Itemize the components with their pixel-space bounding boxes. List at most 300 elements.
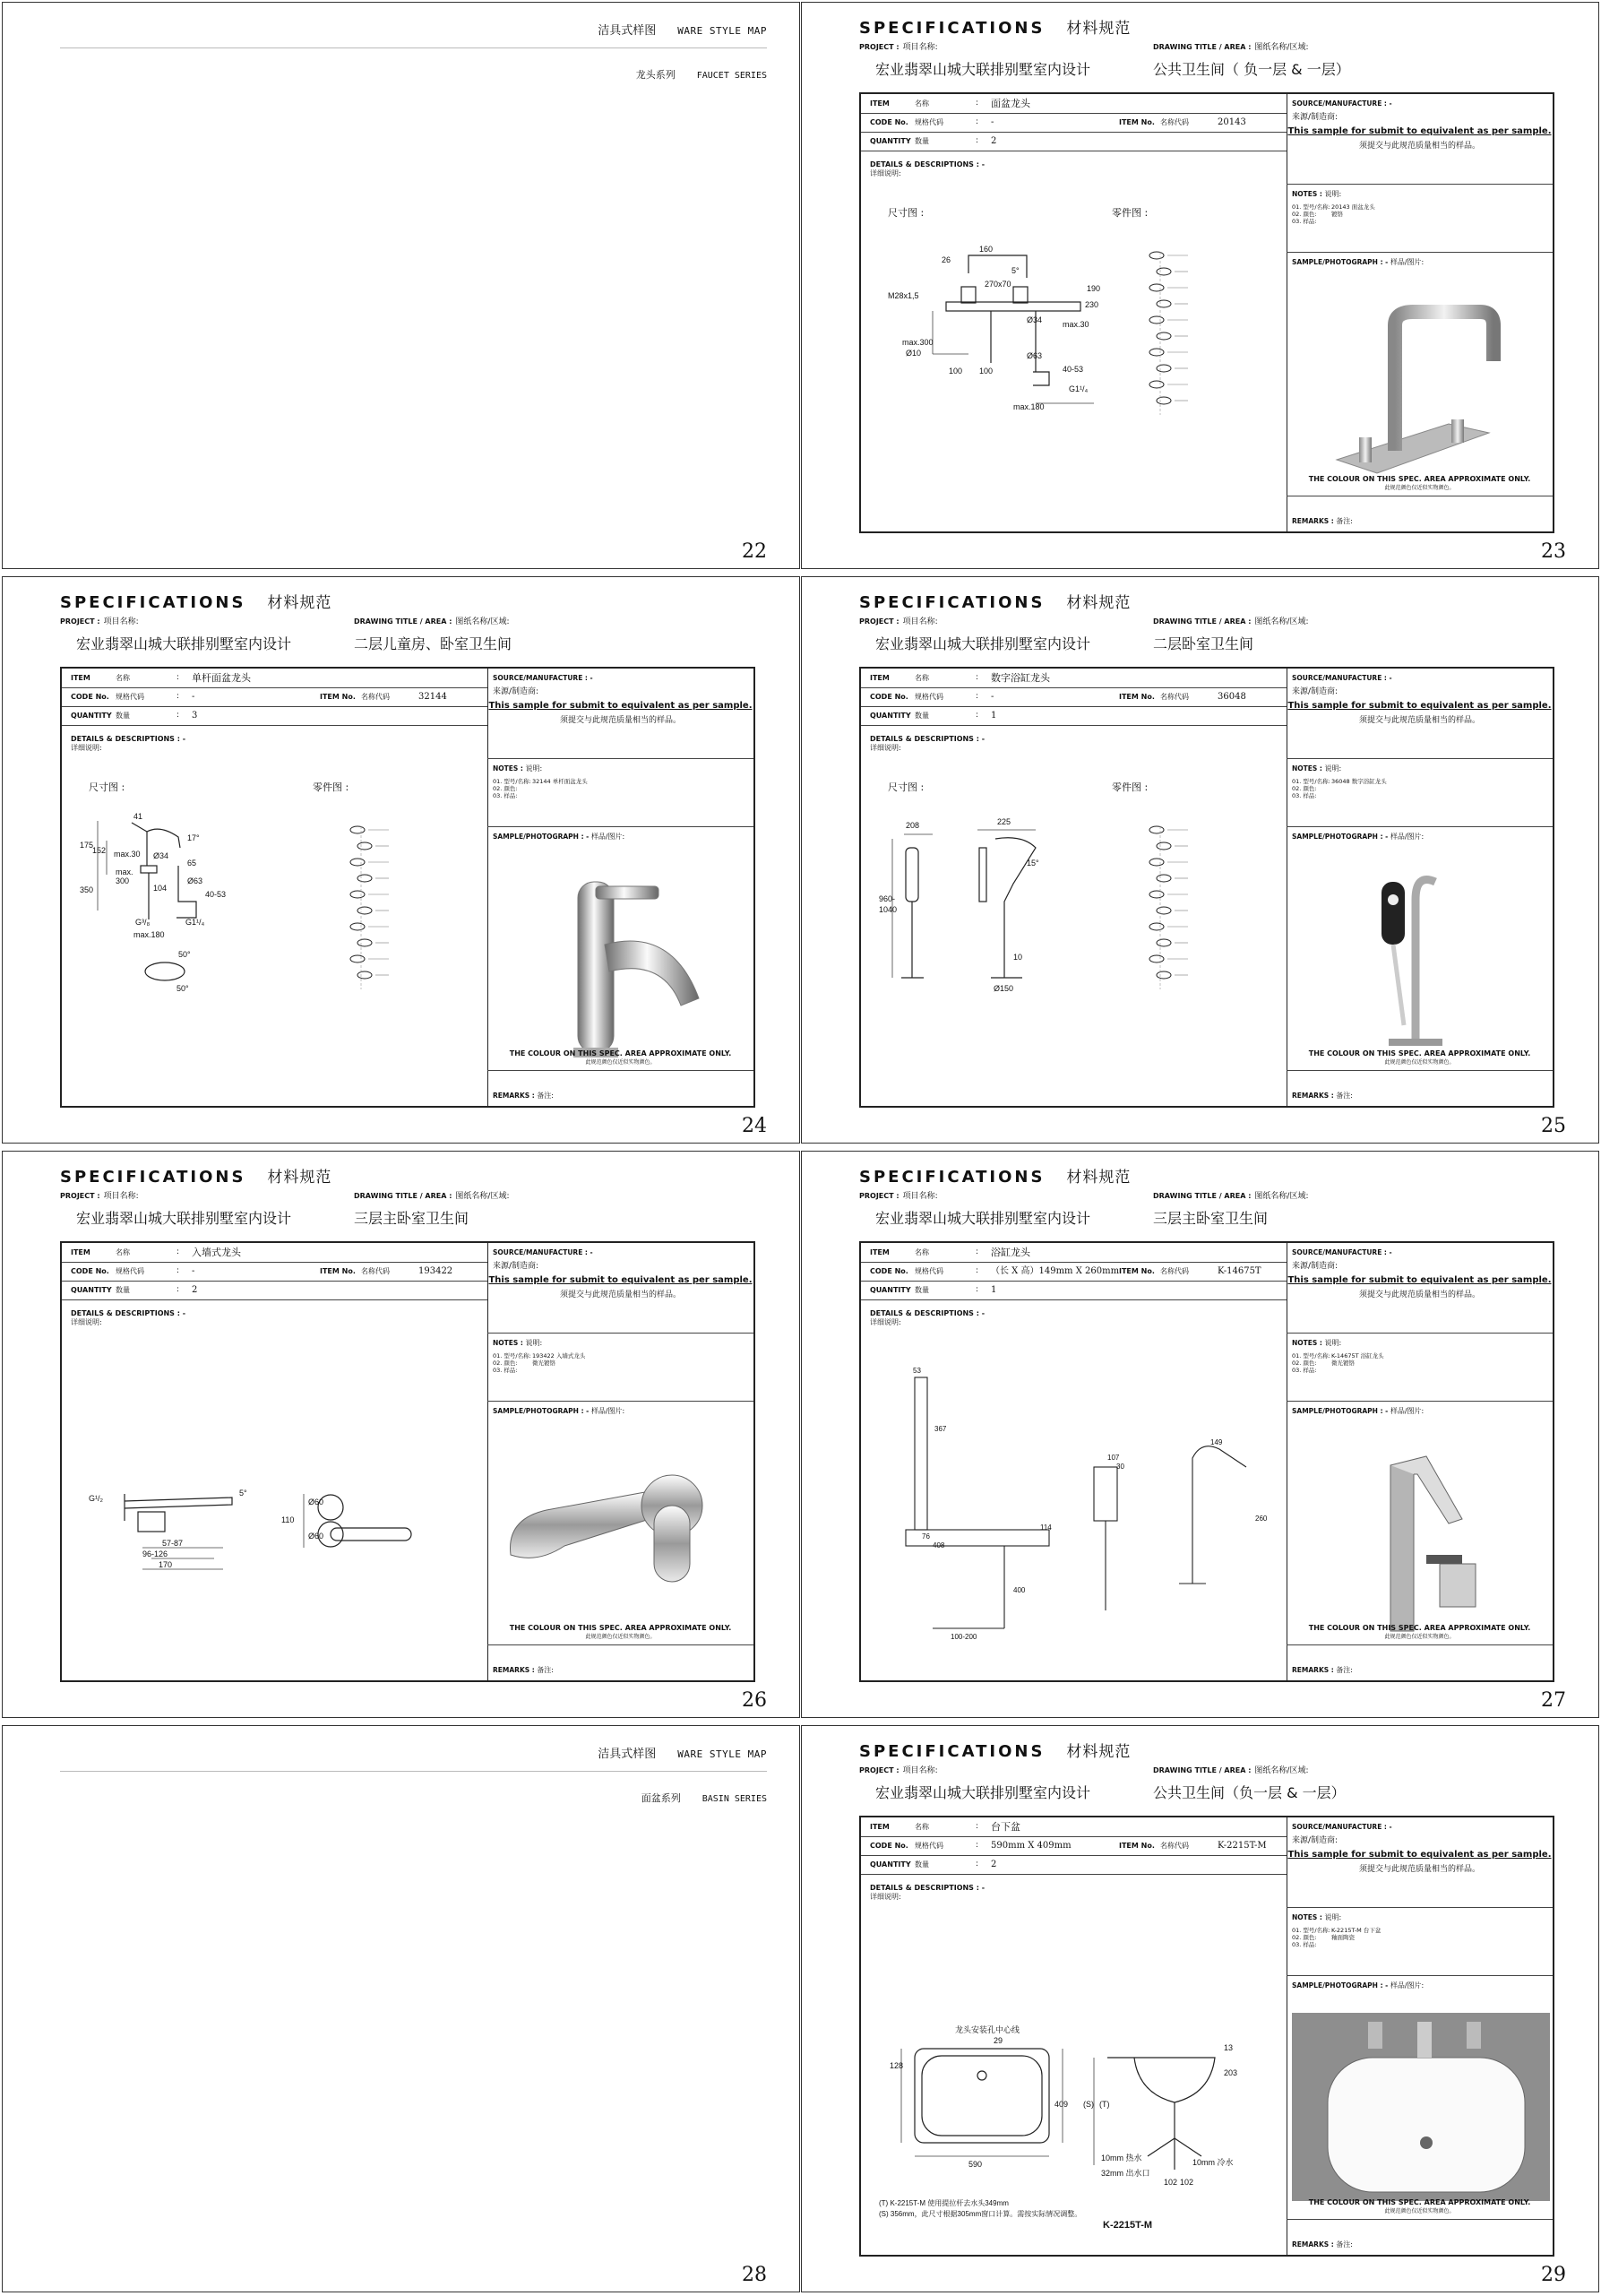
exploded-part — [1157, 939, 1171, 946]
dimension-label: 76 — [922, 1532, 930, 1541]
spec-heading-en: SPECIFICATIONS — [859, 1168, 1046, 1187]
note-line — [1292, 211, 1375, 218]
source-heading — [1292, 674, 1392, 682]
drawing-label-cn: 图纸名称/区域: — [455, 617, 510, 626]
dimension-label: 408 — [933, 1541, 945, 1549]
notes-list — [493, 778, 588, 799]
note-line — [1292, 785, 1387, 792]
handle-left — [961, 287, 976, 303]
dimension-label: 590 — [968, 2160, 983, 2169]
dimension-label: 409 — [1054, 2100, 1069, 2109]
dimension-label: 300 — [116, 876, 130, 885]
product-photo — [493, 846, 748, 1045]
itemno-label-en: ITEM No. — [320, 1267, 356, 1275]
item-row — [62, 669, 487, 688]
itemno-value: 36048 — [1218, 692, 1246, 702]
dimension-label: Ø150 — [994, 984, 1014, 993]
dimension-label: max.180 — [1013, 402, 1045, 411]
note-key: 03. 样品: — [1292, 1367, 1317, 1374]
dimension-label: 96-126 — [142, 1549, 168, 1558]
item-row — [861, 94, 1287, 114]
note-key: 01. 型号/名称: — [1292, 203, 1330, 211]
dimension-label: max.30 — [1063, 320, 1089, 329]
note-key: 03. 样品: — [1292, 218, 1317, 225]
source-label-en: SOURCE/MANUFACTURE : - — [1292, 674, 1392, 682]
dim-lines — [98, 821, 107, 911]
spec-right-column — [1287, 1817, 1553, 2255]
exploded-parts-svg — [1121, 245, 1228, 424]
dimension-label: 10 — [1013, 953, 1023, 962]
itemno-value: 32144 — [418, 692, 447, 702]
technical-drawing-svg — [879, 2022, 1273, 2237]
colon: : — [976, 117, 979, 126]
dimension-label: 270x70 — [985, 280, 1011, 289]
technical-drawing-svg — [89, 1458, 447, 1593]
technical-drawing — [879, 2022, 1273, 2240]
details-label-cn: 详细说明: — [870, 744, 901, 752]
source-heading — [1292, 1248, 1392, 1256]
project-label-en: PROJECT : — [859, 617, 899, 626]
exploded-parts-drawing — [1121, 819, 1228, 1002]
colour-disclaimer-en: THE COLOUR ON THIS SPEC. AREA APPROXIMATE ONLY. — [509, 1049, 732, 1057]
note-value: 微光镀铬 — [1331, 1359, 1355, 1367]
exploded-part — [1157, 907, 1171, 914]
details-heading — [870, 735, 985, 753]
code-value: （长 X 高）149mm X 260mm — [991, 1266, 1120, 1276]
note-key: 02. 颜色: — [1292, 211, 1317, 218]
source-label-en: SOURCE/MANUFACTURE : - — [493, 1248, 593, 1256]
product-photo-svg — [1292, 1420, 1550, 1632]
dimension-label: 65 — [187, 859, 197, 867]
cover-title — [598, 1744, 767, 1761]
quantity-row — [861, 706, 1287, 726]
spec-sheet-frame — [859, 1241, 1554, 1682]
code-value: - — [991, 117, 994, 127]
dimension-label: Ø10 — [906, 349, 922, 358]
code-label-cn: 规格代码 — [116, 1267, 144, 1275]
exploded-part — [1157, 365, 1171, 372]
dimension-label: 225 — [997, 817, 1011, 826]
note-key: 03. 样品: — [493, 792, 518, 799]
note-key: 03. 样品: — [1292, 1941, 1317, 1948]
quantity-value: 3 — [192, 711, 198, 721]
spec-right-column — [1287, 94, 1553, 531]
exploded-parts-svg — [1121, 819, 1228, 998]
dimension-label: 102 — [1164, 2178, 1178, 2187]
colour-disclaimer-cn: 此规范颜色仅近似实物颜色。 — [585, 1059, 656, 1066]
note-key: 02. 颜色: — [493, 785, 518, 792]
source-heading — [493, 1248, 593, 1256]
quantity-value: 1 — [991, 1285, 997, 1295]
notes-label-en: NOTES : — [1292, 1913, 1322, 1921]
itemno-label-cn: 名称代码 — [1160, 693, 1189, 701]
mixer-photo — [1440, 1564, 1476, 1607]
remarks-label-en: REMARKS : — [1292, 517, 1334, 525]
dimension-label: 114 — [1040, 1523, 1052, 1532]
notes-list — [1292, 1352, 1384, 1374]
exploded-parts-svg — [322, 819, 429, 998]
spec-heading-en: SPECIFICATIONS — [859, 593, 1046, 612]
technical-drawing — [879, 237, 1112, 438]
photo-label-en: SAMPLE/PHOTOGRAPH : - — [1292, 258, 1389, 266]
notes-label-cn: 说明: — [1321, 190, 1342, 198]
colour-disclaimer-cn: 此规范颜色仅近似实物颜色。 — [585, 1634, 656, 1640]
spec-heading-cn: 材料规范 — [1066, 1743, 1132, 1761]
details-label-en: DETAILS & DESCRIPTIONS : - — [71, 1309, 186, 1317]
spec-heading — [60, 1164, 331, 1187]
spec-heading-cn: 材料规范 — [1066, 594, 1132, 612]
quantity-label-en: QUANTITY — [870, 1860, 911, 1869]
basin-note-1: (T) K-2215T-M 使用提拉杆去水头349mm — [879, 2199, 1009, 2207]
spout-photo — [605, 941, 699, 1006]
dimension-label: 41 — [133, 812, 143, 821]
project-label-cn: 项目名称: — [103, 617, 139, 626]
dimension-label: G1¹/₄ — [1069, 384, 1089, 393]
exploded-part — [1149, 349, 1164, 356]
handshower-photo — [1393, 945, 1404, 1025]
exploded-part — [1157, 971, 1171, 979]
dimension-label: 160 — [979, 245, 994, 254]
code-label-en: CODE No. — [71, 693, 109, 701]
source-section — [487, 669, 753, 759]
spec-left-column — [62, 669, 488, 1106]
catalog-page — [801, 1151, 1599, 1718]
dimension-label: 40-53 — [1063, 365, 1084, 374]
details-heading — [71, 735, 185, 753]
sample-requirement-en: This sample for submit to equivalent as per sample. — [1287, 701, 1552, 711]
code-row — [62, 687, 487, 707]
code-label-cn: 规格代码 — [915, 118, 943, 126]
details-label-en: DETAILS & DESCRIPTIONS : - — [870, 1309, 986, 1317]
notes-heading — [493, 1338, 542, 1348]
page-number: 24 — [742, 1115, 767, 1137]
wall-box — [138, 1512, 165, 1532]
source-label-cn: 来源/制造商: — [493, 1262, 539, 1271]
quantity-value: 1 — [991, 711, 997, 721]
spec-right-column — [1287, 669, 1553, 1106]
drain-plan — [977, 2071, 986, 2080]
spec-heading — [60, 590, 331, 612]
photo-label-en: SAMPLE/PHOTOGRAPH : - — [493, 1407, 590, 1415]
sample-requirement-en: This sample for submit to equivalent as per sample. — [1287, 1275, 1552, 1285]
note-key: 01. 型号/名称: — [1292, 1352, 1330, 1359]
notes-heading — [1292, 1338, 1341, 1348]
source-label-en: SOURCE/MANUFACTURE : - — [493, 674, 593, 682]
itemno-label-en: ITEM No. — [1119, 1267, 1155, 1275]
sample-requirement-en: This sample for submit to equivalent as per sample. — [1287, 1850, 1552, 1860]
details-heading — [870, 160, 985, 178]
technical-drawing-svg — [80, 812, 313, 1009]
item-label-cn: 名称 — [116, 1248, 130, 1256]
dimension-label: 5° — [239, 1489, 247, 1498]
note-line — [493, 778, 588, 785]
itemno-label-cn: 名称代码 — [361, 1267, 390, 1275]
drawing-title-label — [1153, 40, 1309, 52]
drawing-label-en: DRAWING TITLE / AREA : — [354, 617, 452, 626]
hand-shower-front — [906, 848, 918, 902]
drawing-title-label — [1153, 1189, 1309, 1201]
catalog-page — [2, 576, 800, 1144]
spec-right-column — [487, 669, 753, 1106]
exploded-part — [357, 907, 372, 914]
wall-spout-photo — [511, 1492, 650, 1558]
exploded-part — [350, 859, 365, 866]
pillar-front — [901, 902, 924, 978]
colon: : — [976, 1247, 979, 1256]
code-label-en: CODE No. — [71, 1267, 109, 1275]
quantity-label-en: QUANTITY — [870, 137, 911, 145]
sample-requirement-cn: 须提交与此规范质量相当的样品。 — [1358, 142, 1480, 151]
spec-heading-cn: 材料规范 — [1066, 20, 1132, 38]
dimension-drawing-label: 尺寸图 : — [888, 207, 925, 219]
photo-section — [487, 826, 753, 1071]
project-label — [60, 1189, 139, 1201]
colour-disclaimer-en: THE COLOUR ON THIS SPEC. AREA APPROXIMATE ONLY. — [1308, 1049, 1531, 1057]
photo-heading — [1292, 1981, 1424, 1990]
item-label-en: ITEM — [870, 674, 890, 682]
quantity-label-en: QUANTITY — [870, 712, 911, 720]
colour-disclaimer-cn: 此规范颜色仅近似实物颜色。 — [1384, 485, 1455, 491]
spout-photo — [1417, 2022, 1432, 2058]
tub-column-photo — [1390, 1465, 1414, 1631]
quantity-label-en: QUANTITY — [870, 1286, 911, 1294]
notes-section — [1287, 1333, 1553, 1402]
dimension-label: 175 — [80, 841, 94, 850]
exploded-part — [357, 971, 372, 979]
source-heading — [1292, 99, 1392, 108]
remarks-label — [1292, 1665, 1353, 1675]
product-photo-svg — [493, 846, 751, 1057]
remarks-label-en: REMARKS : — [1292, 2240, 1334, 2249]
colon: : — [976, 1266, 979, 1275]
dimension-label: max.300 — [902, 338, 934, 347]
exploded-parts-drawing — [322, 819, 429, 1002]
photo-heading — [1292, 257, 1424, 267]
spec-heading — [859, 1164, 1131, 1187]
dimension-label: 100-200 — [951, 1633, 977, 1641]
item-label-en: ITEM — [870, 1823, 890, 1831]
exploded-part — [1149, 891, 1164, 898]
area-name: 二层儿童房、卧室卫生间 — [354, 635, 512, 652]
exploded-part — [350, 955, 365, 962]
exploded-part — [1157, 875, 1171, 882]
note-line — [1292, 1934, 1381, 1941]
notes-heading — [1292, 189, 1341, 199]
remarks-label — [1292, 1091, 1353, 1101]
exploded-part — [1149, 859, 1164, 866]
page-number: 27 — [1541, 1689, 1566, 1712]
project-label — [859, 1189, 938, 1201]
spec-right-column — [487, 1243, 753, 1680]
wall-spout-side — [125, 1494, 232, 1521]
technical-drawing — [879, 812, 1112, 1013]
photo-section — [1287, 252, 1553, 496]
project-name: 宏业翡翠山城大联排别墅室内设计 — [875, 61, 1091, 78]
notes-label-en: NOTES : — [493, 1339, 523, 1347]
item-label-en: ITEM — [870, 99, 890, 108]
notes-section — [487, 1333, 753, 1402]
details-label-cn: 详细说明: — [870, 1318, 901, 1326]
exploded-part — [1149, 955, 1164, 962]
cover-header — [60, 21, 767, 48]
quantity-label-en: QUANTITY — [71, 712, 112, 720]
quantity-row — [861, 1281, 1287, 1300]
colon: : — [176, 692, 180, 701]
source-label-en: SOURCE/MANUFACTURE : - — [1292, 1248, 1392, 1256]
catalog-page — [2, 1725, 800, 2292]
item-label-cn: 名称 — [915, 674, 929, 682]
exploded-part — [357, 939, 372, 946]
technical-drawing-svg — [879, 812, 1112, 1009]
note-value: 32144 单杆面盆龙头 — [532, 778, 588, 785]
dimension-label: 1040 — [879, 905, 898, 914]
product-photo — [1292, 1995, 1547, 2194]
remarks-label — [1292, 516, 1353, 526]
quantity-label-cn: 数量 — [116, 1286, 130, 1294]
page-number: 26 — [742, 1689, 767, 1712]
handle-right — [1013, 287, 1028, 303]
note-key: 03. 样品: — [493, 1367, 518, 1374]
area-name: 二层卧室卫生间 — [1153, 635, 1254, 652]
exploded-part — [1149, 252, 1164, 259]
item-label-en: ITEM — [71, 1248, 90, 1256]
spec-heading-en: SPECIFICATIONS — [859, 1742, 1046, 1761]
exploded-part — [1149, 284, 1164, 291]
code-label-en: CODE No. — [870, 693, 908, 701]
item-value: 浴缸龙头 — [991, 1247, 1030, 1258]
note-line — [493, 785, 588, 792]
code-row — [62, 1262, 487, 1282]
dimension-label: 170 — [159, 1560, 173, 1569]
project-label — [859, 1764, 938, 1775]
note-value: 镀铬 — [1331, 211, 1343, 218]
dimension-label: 57-87 — [162, 1539, 184, 1548]
source-section — [1287, 1243, 1553, 1334]
sample-requirement-cn: 须提交与此规范质量相当的样品。 — [1358, 716, 1480, 725]
colour-disclaimer-cn: 此规范颜色仅近似实物颜色。 — [1384, 1634, 1455, 1640]
product-photo — [1292, 1420, 1547, 1619]
dimension-label: 208 — [906, 821, 920, 830]
drawing-title-label — [354, 615, 510, 626]
note-key: 01. 型号/名称: — [1292, 778, 1330, 785]
item-label-cn: 名称 — [915, 1823, 929, 1831]
catalog-page — [801, 1725, 1599, 2292]
series-label-cn: 龙头系列 — [635, 69, 676, 81]
dimension-label: 149 — [1210, 1438, 1223, 1446]
project-label-cn: 项目名称: — [902, 1766, 938, 1775]
notes-heading — [1292, 764, 1341, 773]
item-label-en: ITEM — [870, 1248, 890, 1256]
tap-right-photo — [1467, 2022, 1481, 2049]
technical-drawing — [80, 812, 313, 1013]
itemno-label-cn: 名称代码 — [1160, 1842, 1189, 1850]
note-line — [1292, 1359, 1384, 1367]
project-label — [859, 615, 938, 626]
code-label-en: CODE No. — [870, 118, 908, 126]
dimension-label: max. — [116, 867, 133, 876]
basin-model-label: K-2215T-M — [1103, 2220, 1153, 2231]
project-label-en: PROJECT : — [859, 43, 899, 51]
itemno-label-cn: 名称代码 — [361, 693, 390, 701]
quantity-row — [861, 1855, 1287, 1875]
notes-label-cn: 说明: — [1321, 1913, 1342, 1921]
catalog-page — [2, 2, 800, 569]
itemno-value: K-2215T-M — [1218, 1841, 1267, 1851]
photo-label-cn: 样品/图片: — [1388, 1407, 1425, 1415]
source-label-cn: 来源/制造商: — [493, 687, 539, 696]
details-label-en: DETAILS & DESCRIPTIONS : - — [71, 735, 186, 743]
area-name: 公共卫生间（负一层 & 一层） — [1153, 1784, 1346, 1801]
notes-heading — [1292, 1912, 1341, 1922]
parts-drawing-label: 零件图 : — [1112, 781, 1149, 793]
source-label-cn: 来源/制造商: — [1292, 113, 1338, 122]
dimension-label: 104 — [153, 884, 168, 893]
item-row — [62, 1243, 487, 1263]
sample-requirement-en: This sample for submit to equivalent as per sample. — [488, 701, 753, 711]
details-label-cn: 详细说明: — [870, 169, 901, 177]
project-label-cn: 项目名称: — [103, 1192, 139, 1201]
exploded-part — [1157, 332, 1171, 340]
project-label-en: PROJECT : — [859, 1766, 899, 1774]
notes-list — [1292, 203, 1375, 225]
spec-left-column — [861, 1243, 1287, 1680]
code-row — [861, 687, 1287, 707]
note-value: K-14675T 浴缸龙头 — [1331, 1352, 1384, 1359]
item-value: 数字浴缸龙头 — [991, 672, 1050, 684]
sample-requirement-cn: 须提交与此规范质量相当的样品。 — [559, 1290, 681, 1299]
colon: : — [176, 673, 180, 682]
dimension-label: 10mm 冷水 — [1192, 2158, 1234, 2167]
remarks-label-cn: 备注: — [1333, 1092, 1354, 1100]
source-section — [487, 1243, 753, 1334]
exploded-part — [357, 842, 372, 850]
page-number: 28 — [742, 2264, 767, 2286]
lever-photo — [596, 886, 658, 899]
code-label-cn: 规格代码 — [915, 693, 943, 701]
area-name: 三层主卧室卫生间 — [1153, 1210, 1269, 1227]
remarks-label-cn: 备注: — [1333, 1666, 1354, 1674]
dimension-label: Ø63 — [187, 876, 203, 885]
technical-drawing — [879, 1359, 1273, 1659]
sample-requirement-en: This sample for submit to equivalent as per sample. — [1287, 126, 1552, 136]
dimension-label: Ø34 — [1027, 315, 1043, 324]
dimension-label: 203 — [1224, 2068, 1238, 2077]
colon: : — [176, 711, 180, 720]
notes-label-cn: 说明: — [1321, 764, 1342, 773]
photo-label-en: SAMPLE/PHOTOGRAPH : - — [493, 833, 590, 841]
details-label-en: DETAILS & DESCRIPTIONS : - — [870, 160, 986, 168]
note-line — [493, 1359, 585, 1367]
source-label-cn: 来源/制造商: — [1292, 1836, 1338, 1845]
colon: : — [976, 1285, 979, 1294]
page-number: 23 — [1541, 540, 1566, 563]
spec-heading — [859, 1739, 1131, 1761]
note-value: 微光镀铬 — [532, 1359, 555, 1367]
project-name: 宏业翡翠山城大联排别墅室内设计 — [875, 635, 1091, 652]
floor-base-photo — [1389, 1039, 1442, 1046]
series-label-en: BASIN SERIES — [702, 1794, 767, 1804]
dimension-label: (T) — [1099, 2100, 1110, 2109]
code-row — [861, 1262, 1287, 1282]
project-name: 宏业翡翠山城大联排别墅室内设计 — [875, 1210, 1091, 1227]
photo-label-cn: 样品/图片: — [589, 833, 625, 841]
code-label-en: CODE No. — [870, 1267, 908, 1275]
code-label-cn: 规格代码 — [915, 1842, 943, 1850]
quantity-label-en: QUANTITY — [71, 1286, 112, 1294]
dimension-label: 50° — [178, 950, 191, 959]
project-label-cn: 项目名称: — [902, 1192, 938, 1201]
note-value: 20143 面盆龙头 — [1331, 203, 1375, 211]
